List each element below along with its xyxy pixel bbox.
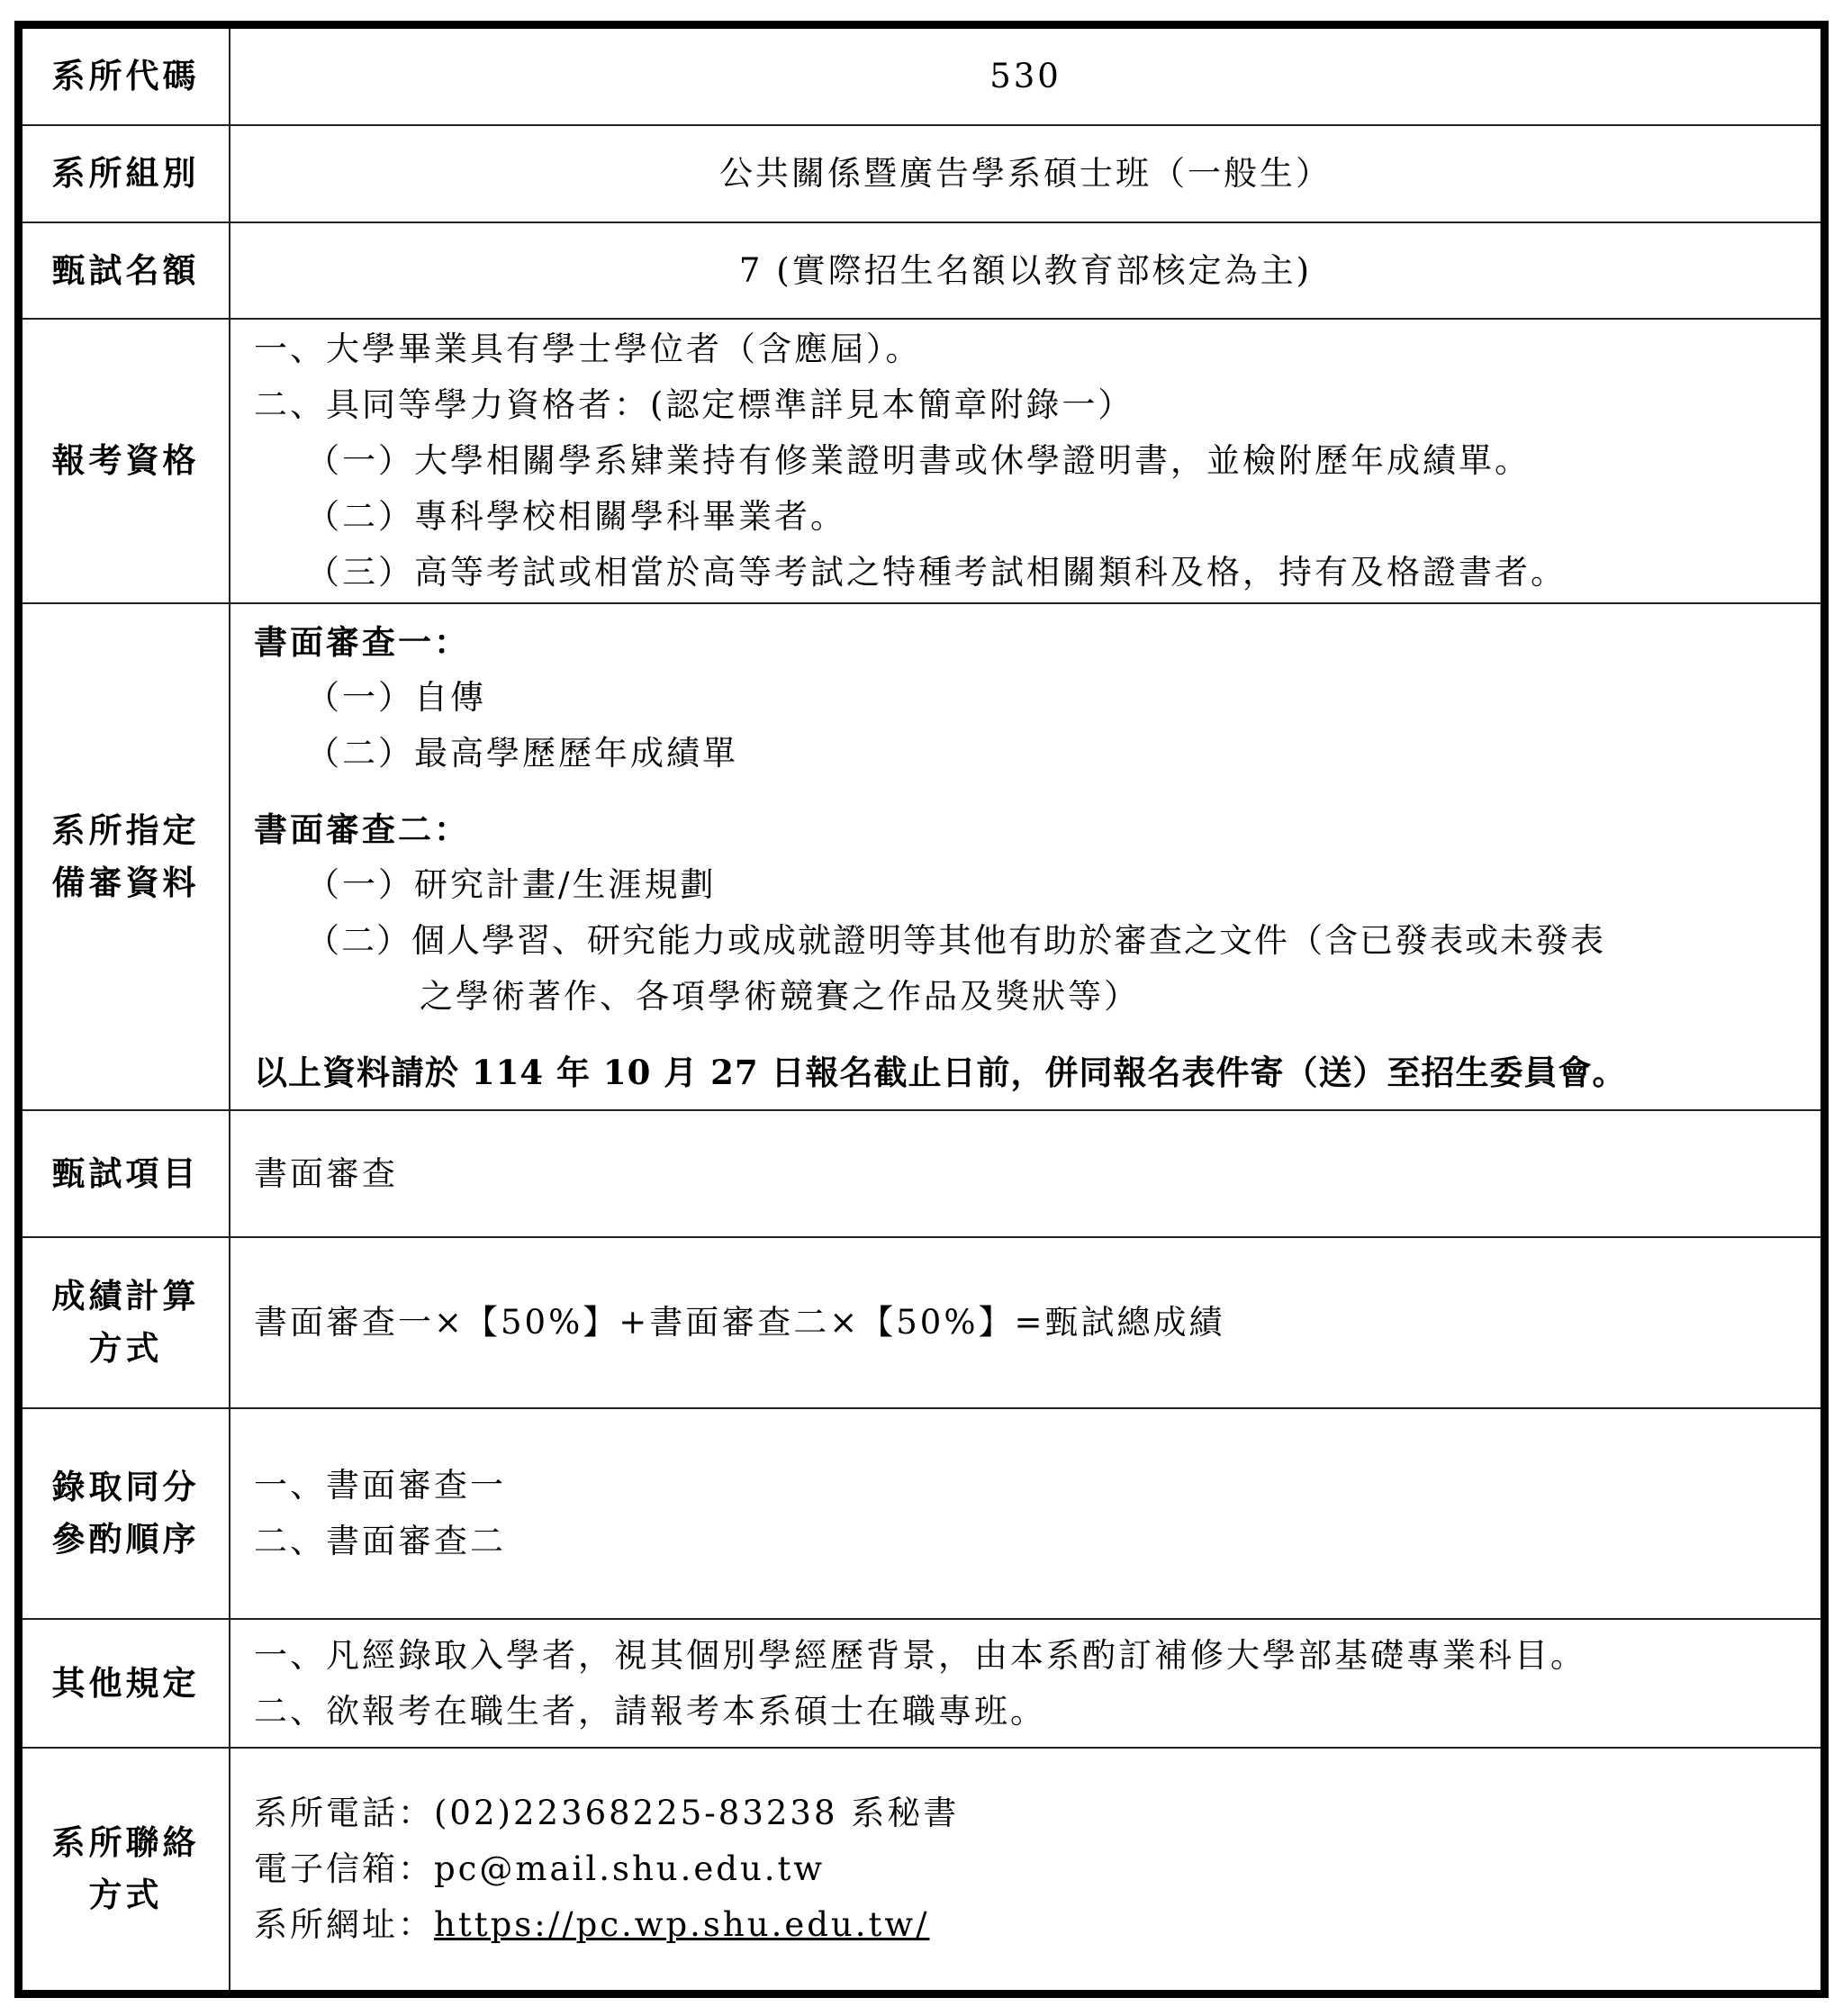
contact-email [254, 1841, 1820, 1897]
row-required-documents [23, 603, 1820, 1110]
row-scoring [23, 1237, 1820, 1408]
eligibility-line: （二）專科學校相關學科畢業者。 [306, 497, 846, 536]
value-department-code: 530 [230, 29, 1820, 125]
label-department-code: 系所代碼 [23, 29, 230, 125]
label-line: 方式 [88, 1329, 163, 1368]
review2-title: 書面審查二： [254, 809, 470, 849]
row-department-code [23, 29, 1820, 125]
value-scoring: 書面審查一×【50%】+書面審查二×【50%】=甄試總成績 [230, 1237, 1820, 1408]
email-label: 電子信箱： [254, 1849, 434, 1888]
eligibility-line: 一、大學畢業具有學士學位者（含應屆）。 [254, 330, 922, 368]
eligibility-line: （三）高等考試或相當於高等考試之特種考試相關類科及格，持有及格證書者。 [306, 553, 1567, 592]
email-value: pc@mail.shu.edu.tw [434, 1849, 826, 1888]
label-line: 參酌順序 [51, 1520, 200, 1559]
review2-item: （一）研究計畫/生涯規劃 [306, 864, 717, 904]
phone-value: (02)22368225-83238 系秘書 [434, 1794, 960, 1832]
tiebreak-line: 二、書面審查二 [254, 1522, 506, 1560]
label-other-rules: 其他規定 [23, 1619, 230, 1748]
label-line: 系所聯絡 [51, 1823, 200, 1862]
row-contact [23, 1748, 1820, 1990]
tiebreak-line: 一、書面審查一 [254, 1466, 506, 1505]
row-tiebreak [23, 1408, 1820, 1619]
label-tiebreak [23, 1408, 230, 1619]
label-exam-items: 甄試項目 [23, 1110, 230, 1237]
row-quota [23, 222, 1820, 319]
value-exam-items: 書面審查 [230, 1110, 1820, 1237]
review1-item: （二）最高學歷歷年成績單 [306, 733, 738, 773]
label-department-group: 系所組別 [23, 125, 230, 222]
row-exam-items [23, 1110, 1820, 1237]
label-scoring [23, 1237, 230, 1408]
label-required-documents [23, 603, 230, 1110]
rule-line: 二、欲報考在職生者，請報考本系碩士在職專班。 [254, 1691, 1046, 1731]
contact-website [254, 1897, 1820, 1953]
row-eligibility [23, 319, 1820, 603]
website-link[interactable]: https://pc.wp.shu.edu.tw/ [434, 1905, 930, 1944]
review2-item: （二）個人學習、研究能力或成就證明等其他有助於審查之文件（含已發表或未發表 [306, 920, 1605, 960]
label-quota: 甄試名額 [23, 222, 230, 319]
value-contact [230, 1748, 1820, 1990]
admission-info-table [14, 21, 1829, 1998]
label-line: 系所指定 [51, 810, 200, 850]
value-quota: 7 (實際招生名額以教育部核定為主) [230, 222, 1820, 319]
label-line: 錄取同分 [51, 1468, 200, 1506]
eligibility-line: 二、具同等學力資格者：(認定標準詳見本簡章附錄一） [254, 385, 1134, 424]
label-line: 成績計算 [51, 1277, 200, 1315]
label-contact [23, 1748, 230, 1990]
website-label: 系所網址： [254, 1905, 434, 1944]
label-eligibility: 報考資格 [23, 319, 230, 603]
label-line: 方式 [88, 1876, 163, 1914]
contact-phone [254, 1785, 1820, 1841]
review2-item-continued: 之學術著作、各項學術競賽之作品及獎狀等） [420, 976, 1140, 1016]
value-other-rules [230, 1619, 1820, 1748]
rule-line: 一、凡經錄取入學者，視其個別學經歷背景，由本系酌訂補修大學部基礎專業科目。 [254, 1635, 1586, 1675]
review1-title: 書面審查一： [254, 621, 470, 662]
deadline-note: 以上資料請於 114 年 10 月 27 日報名截止日前，併同報名表件寄（送）至招生委員會。 [254, 1052, 1627, 1092]
row-department-group [23, 125, 1820, 222]
row-other-rules [23, 1619, 1820, 1748]
value-eligibility [230, 319, 1820, 603]
value-required-documents [230, 603, 1820, 1110]
value-department-group: 公共關係暨廣告學系碩士班（一般生） [230, 125, 1820, 222]
phone-label: 系所電話： [254, 1794, 434, 1832]
eligibility-line: （一）大學相關學系肄業持有修業證明書或休學證明書，並檢附歷年成績單。 [306, 441, 1531, 480]
review1-item: （一）自傳 [306, 677, 486, 717]
label-line: 備審資料 [51, 863, 200, 902]
value-tiebreak [230, 1408, 1820, 1619]
